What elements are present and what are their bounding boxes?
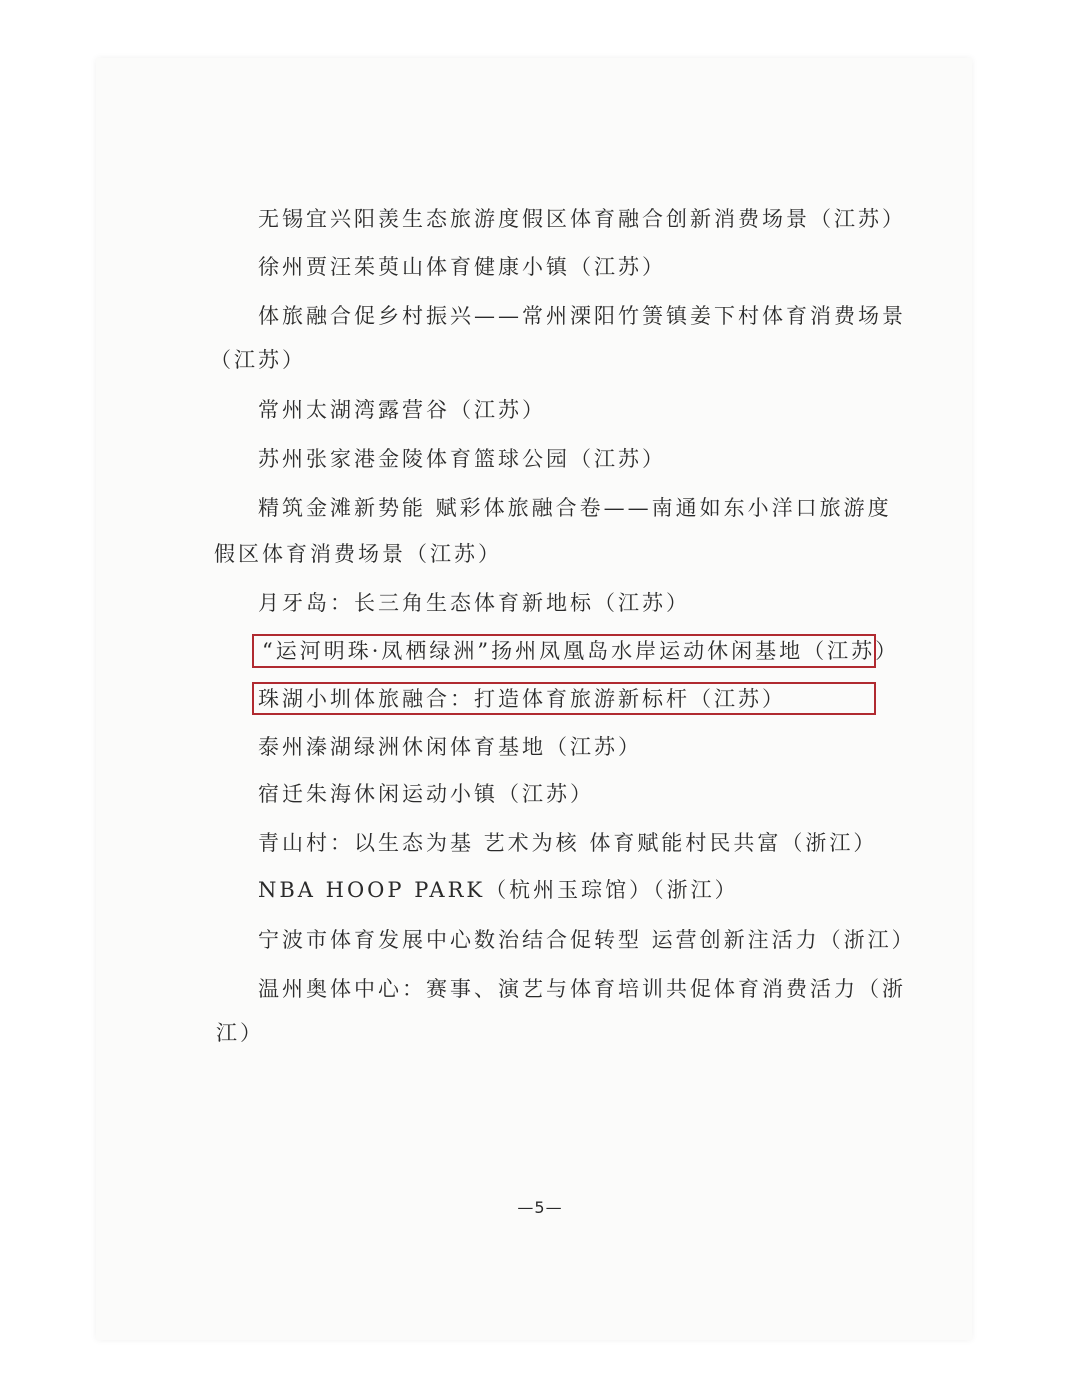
list-item: 青山村：以生态为基 艺术为核 体育赋能村民共富（浙江） xyxy=(258,831,878,855)
highlight-box xyxy=(252,682,876,715)
list-item: 精筑金滩新势能 赋彩体旅融合卷——南通如东小洋口旅游度 xyxy=(258,496,892,520)
list-item: 江） xyxy=(216,1021,264,1045)
list-item: 体旅融合促乡村振兴——常州溧阳竹箦镇姜下村体育消费场景 xyxy=(258,304,906,328)
list-item: （江苏） xyxy=(210,348,306,372)
list-item: 宁波市体育发展中心数治结合促转型 运营创新注活力（浙江） xyxy=(258,928,916,952)
list-item: 苏州张家港金陵体育篮球公园（江苏） xyxy=(258,447,666,471)
list-item: 温州奥体中心：赛事、演艺与体育培训共促体育消费活力（浙 xyxy=(258,977,906,1001)
list-item: 宿迁朱海休闲运动小镇（江苏） xyxy=(258,782,594,806)
list-item-highlighted: 珠湖小圳体旅融合：打造体育旅游新标杆（江苏） xyxy=(258,687,786,711)
list-item: NBA HOOP PARK（杭州玉琮馆）（浙江） xyxy=(258,878,739,902)
list-item: 徐州贾汪茱萸山体育健康小镇（江苏） xyxy=(258,255,666,279)
list-item: 月牙岛：长三角生态体育新地标（江苏） xyxy=(258,591,690,615)
list-item: 无锡宜兴阳羡生态旅游度假区体育融合创新消费场景（江苏） xyxy=(258,207,906,231)
list-item: 泰州溱湖绿洲休闲体育基地（江苏） xyxy=(258,735,642,759)
list-item: 常州太湖湾露营谷（江苏） xyxy=(258,398,546,422)
list-item: 假区体育消费场景（江苏） xyxy=(214,542,502,566)
page-number: —5— xyxy=(517,1198,563,1217)
list-item-highlighted: “运河明珠·凤栖绿洲”扬州凤凰岛水岸运动休闲基地（江苏） xyxy=(262,639,900,663)
highlight-box xyxy=(252,634,876,668)
